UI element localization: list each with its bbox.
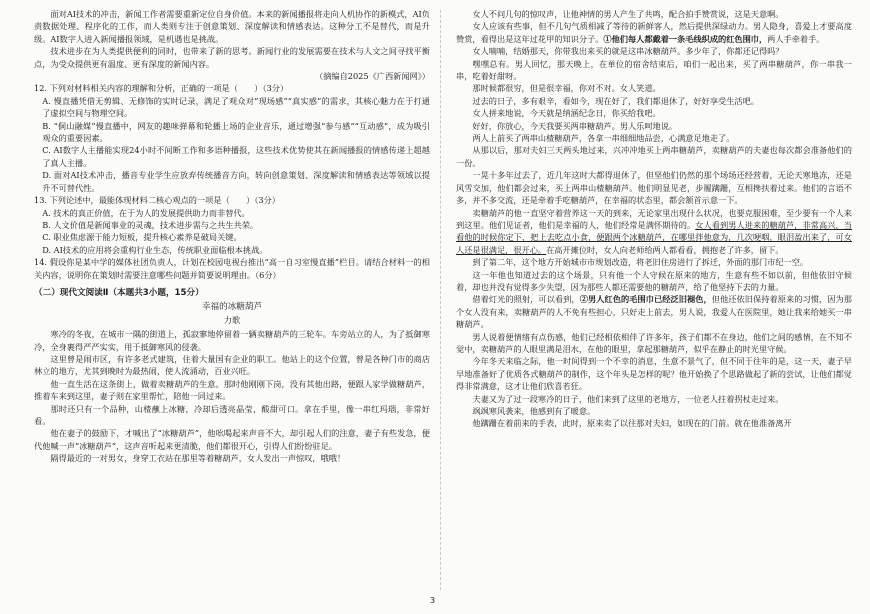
story-text: 但他还依旧保持着原来的习惯，因为那个女人没有来，卖糖葫芦的人不免有些担心，只好走上前去，男人说，我爱人在医院里，她让我来给她买一串糖葫芦。 (456, 294, 852, 330)
story-paragraph (456, 207, 852, 257)
story-text: 在高开摊位时，女人向老师给两人都看看，拥抱老了许多，留下。 (546, 244, 784, 255)
question-13-option-b: B. 人文价值是新闻事业的灵魂，技术进步需与之共生共荣。 (42, 219, 259, 230)
story-paragraph: 夫妻又为了过一段寒冷的日子，他们来到了这里的老地方，一位老人拄着拐杖走过来。 (472, 393, 784, 404)
story-paragraph (456, 20, 852, 45)
story-paragraph: 他在妻子的鼓励下，才喊出了“冰糖葫芦”，他吆喝起来声音不大，却引起人们的注意，妻子有些发急，便代他喊一声“冰糖葫芦”，这声音听起来更清脆，他们都很开心，引得人们纷纷驻足。 (34, 428, 430, 451)
question-14-stem: 14. 假设你是某中学的媒体社团负责人，计划在校园电视台推出“高一自习室慢直播”栏目。请结合材料一的相关内容，说明你在策划时需要注意哪些问题并简要说明理由。（6分） (34, 257, 430, 280)
column-divider (440, 10, 441, 590)
question-12-option-a: A. 慢直播凭借无剪辑、无修饰的实时记录，满足了观众对“现场感”“真实感”的需求，其核心魅力在于打通了虚拟空间与物理空间。 (42, 95, 430, 119)
story-paragraph: 今年冬天来临之际，他一时间得到一个不幸的消息，生意不景气了，但不同于往年的是，这一天，妻子早早地准备好了优质各式糖葫芦的制作，这个年头是怎样的呢？他开始换了个思路做起了新的尝试，让他们都觉得非常满意，这才让他们欣喜若狂。 (456, 356, 852, 392)
story-paragraph: 那时候都很穷，但是很幸福，你对不对。女人笑道。 (472, 83, 661, 94)
story-paragraph: 这一年他也知道过去的这个场景，只有他一个人守候在原来的地方，生意有些不如以前，但他依旧守候着，却也并没有觉得多少失望，因为那些人都还需要他的糖葫芦，给了他坚持下去的力量。 (456, 269, 852, 292)
story-paragraph: 他蹒跚在着前来的手表，此时，原来卖了以往那对夫妇，如现在的门前。就在他准备离开 (472, 418, 792, 429)
story-paragraph: 这里曾是闹市区，有许多老式建筑，住着大量国有企业的职工。他站上的这个位置，曾是各种门市的商店林立的地方，尤其到晚时为最热闹，使人流涌动，百业兴旺。 (34, 353, 430, 377)
source-citation: （摘编自2025《广西新闻网》） (315, 71, 430, 82)
right-column (456, 8, 852, 430)
story-paragraph: 好好，你放心，今天我要买两串糖葫芦。男人乐呵地说。 (472, 120, 678, 131)
page-number: 3 (430, 596, 436, 605)
story-paragraph: 两人上前买了两串山楂糖葫芦，各拿一串细细地品尝，心满意足地走了。 (472, 133, 735, 144)
underlined-passage: 女人看到男人进来的糖葫芦，非常高兴，当看他的时候你定下，把上去吃点小食，便跟两个冰糖葫芦，在哪里拌他意为，几次哽咽，眼泪盈出来了，可女人还是很满足，很开心。 (456, 219, 852, 255)
story-paragraph: 他一直生活在这条街上，做着卖糖葫芦的生意。那时他刚刚下岗，没有其他出路，便跟人家学做糖葫芦，推着车来到这里，妻子则在家里帮忙，陪他一同过来。 (34, 378, 430, 402)
intro-paragraph: 面对AI技术的冲击，新闻工作者需要重新定位自身价值。本来的新闻播报将走向人机协作的新模式，AI负责数据处理、程序化的工作，而人类则专注于创意策划、深度解读和情感表达。这种分工不是替代，而是升级。AI数字人进入新闻播报领域，是机遇也是挑战。 (34, 9, 430, 44)
story-paragraph: 从那以后，那对夫妇三天两头地过来，兴冲冲地买上两串糖葫芦，卖糖葫芦的夫妻也每次都会准备他们的一份。 (456, 145, 852, 168)
story-paragraph: 过去的日子，多有艰辛，看如今，现在好了，我们都退休了，好好享受生活吧。 (472, 95, 759, 106)
question-12-option-b: B. “侗山融媒”慢直播中，网友的趣味弹幕和轮播上场的企业音乐，通过增强“参与感”“互动感”，成为吸引观众的重要因素。 (42, 120, 430, 144)
story-text: 卖糖葫芦的他一直坚守着营养这一天的到来，无论家里出现什么状况，也要克服困难，至少要有一个人来到这里。他们见证者，他们是幸福的人，他们经常是满怀期待的。 (456, 207, 852, 230)
story-text: 女人应该有些事，但不几句气质相减了等待的新鲜客人，然后提供深绿动力。男人隐身，喜爱上才要高度赞赏，看得出是这年过花甲的知识分子。 (456, 21, 852, 44)
story-paragraph: 隔得最近的一对男女，身穿工衣站在那里等着糖葫芦，女人发出一声惊叹，哦哦！ (50, 453, 346, 464)
story-paragraph (456, 293, 852, 330)
question-12-stem: 12. 下列对材料相关内容的理解和分析，正确的一项是（ ）（3分） (34, 83, 289, 94)
article-author: 力歌 (223, 314, 241, 325)
story-paragraph: 女人喃喃，结婚那天，你带我出来买的就是这串冰糖葫芦。多少年了，你都还记得吗？ (472, 46, 784, 57)
story-paragraph: 女人不问几句的惊叹声，让他神情的男人产生了共鸣，配合拍手赞赏说，这是天意啊。 (472, 9, 784, 19)
story-paragraph: 男人说着便情绪有点伤感，他们已经相依相伴了许多年，孩子们都不在身边，他们之间的感情，在不知不觉中，卖糖葫芦的人眼里满是泪水，在他的眼里，拿起那糖葫芦，似乎在静止的时光里守候。 (456, 331, 852, 354)
question-12-option-d: D. 面对AI技术冲击，播音专业学生应放弃传统播音方向，转向创意策划、深度解读和情感表达等领域以提升不可替代性。 (42, 170, 430, 193)
story-paragraph: 寒冷的冬夜，在城市一隅的街道上，孤寂寥地停留着一辆卖糖葫芦的三轮车。车旁站立的人，为了抵御寒冷，全身裹得严严实实，用于抵御寒风的侵袭。 (34, 329, 430, 352)
question-13-option-d: D. AI技术的应用将会重构行业生态，传统职业面临根本挑战。 (42, 244, 268, 255)
question-13-option-c: C. 职业焦虑源于能力短板，提升核心素养是破局关键。 (42, 232, 242, 243)
left-column (34, 8, 430, 465)
question-12-option-c: C. AI数字人主播能实现24小时不间断工作和多语种播报，这些技术优势使其在新闻播报的情感传递上超越了真人主播。 (42, 145, 430, 168)
article-title: 幸福的冰糖葫芦 (201, 302, 263, 313)
story-paragraph: 到了第二年，这个地方开始城市市规划改造，将老旧住房进行了拆迁，外面的那门市纪一空。 (472, 257, 809, 268)
story-paragraph: 那时还只有一个品种，山楂蘸上冰糖，冷却后透亮晶莹，酸甜可口。拿在手里，像一串红玛瑙，非常好看。 (34, 403, 430, 426)
intro-paragraph: 技术进步在为人类提供便利的同时，也带来了新的思考。新闻行业的发展需要在技术与人文之间寻找平衡点，为受众提供更有温度、更有深度的新闻内容。 (34, 46, 430, 69)
story-paragraph: 嘿嘿总有。男人回忆，那天晚上，在单位的宿舍结束后，咱们一起出来，买了两串糖葫芦，你一串我一串，吃着好甜呀。 (456, 58, 852, 82)
section-title: （二）现代文阅读Ⅱ（本题共3小题，15分） (34, 287, 204, 298)
story-text: 借着灯光的照射，可以看到， (472, 294, 580, 305)
story-paragraph: 一晃十多年过去了，近几年这时大都得退休了，但坚他们仍然的那个场场还经营着，无论天寒地冻，还是风雪交加，他们都会过来，买上两串山楂糖葫芦。他们明显见老，步履蹒跚，互相搀扶着过来。他们的言语不多，并不多交流，还是牵着手吃糖葫芦，在幸福的状态里，都会颔首示意一下。 (456, 170, 852, 206)
marked-sentence-1: ①他们每人都戴着一条毛线织成的红色围巾， (603, 33, 768, 44)
question-13-stem: 13. 下列论述中，最能体现材料二核心观点的一项是（ ）（3分） (34, 195, 280, 206)
story-paragraph: 飒飒寒风袭来，他感到有了暖意。 (472, 406, 596, 416)
story-text: 两人手牵着手。 (767, 33, 825, 44)
marked-sentence-2: ②男人红色的毛围巾已经泛旧褪色， (579, 294, 712, 305)
story-paragraph: 女人拼来地说，今天就是纳涵纪念日，你买给我吧。 (472, 108, 661, 119)
question-13-option-a: A. 技术的真正价值，在于为人的发展提供助力而非替代。 (42, 207, 250, 218)
